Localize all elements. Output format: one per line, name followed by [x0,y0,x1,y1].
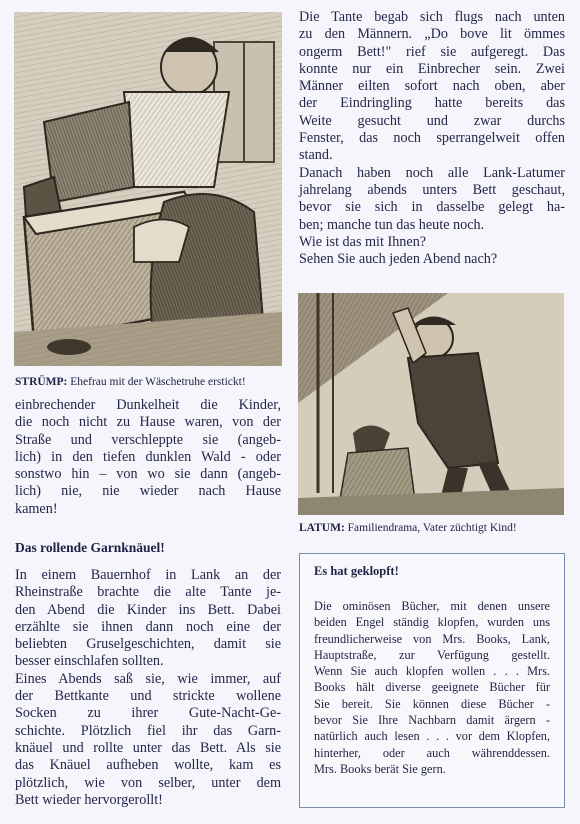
text-line: beiden Engel ständig klopfen, wurden uns [314,615,550,630]
text-line: ongerm Bett!" rief sie aufgeregt. Das [299,43,565,60]
text-line: der Eindringling hatte bereits das [299,95,565,112]
text-line: plötzlich, wie von selber, unter dem [15,774,281,791]
text-line: die noch nicht zu Hause waren, von der [15,414,281,431]
text-line: bevor sie sich in dasselbe gelegt ha- [299,199,565,216]
right-caption-label: LATUM: [299,522,345,534]
text-line: stand. [299,147,333,164]
text-line: Hauptstraße, zur Verfügung gestellt. [314,647,550,662]
text-line: jahrelang abends unters Bett geschaut, [299,181,565,198]
text-line: Fenster, das noch sperrangelweit offen [299,130,565,147]
info-box [299,553,565,808]
text-line: Straße und verschleppte sie (angeb- [15,431,281,448]
text-line: sonstwo hin – von wo sie dann (angeb- [15,466,281,483]
text-line: kamen! [15,500,58,517]
text-line: bevor Sie Ihre Nachbarn damit ärgern - [314,713,550,728]
text-line: Bett wieder hervorgerollt! [15,791,163,808]
text-line: Rheinstraße brachte die alte Tante je- [15,584,281,601]
text-line: besser einschlafen sollten. [15,653,164,670]
info-box-title: Es hat geklopft! [314,564,399,578]
text-line: Männer eilten sofort nach oben, aber [299,78,565,95]
engraving-family-drama-art [298,293,564,515]
left-caption-label: STRÜMP: [15,376,68,388]
info-box-body [314,598,550,777]
text-line: beliebten Gruselgeschichten, damit sie [15,636,281,653]
text-line: konnte nur ein Einbrecher sein. Zwei [299,60,565,77]
left-column-intro [15,397,281,518]
right-image-caption [299,521,517,535]
text-line: Mrs. Books berät Sie gern. [314,761,446,776]
engraving-wardrobe-chest [14,12,282,366]
engraving-wardrobe-chest-art [14,12,282,366]
text-line: Danach haben noch alle Lank-Latumer [299,164,565,181]
text-line: Eines Abends saß sie, wie immer, auf [15,670,281,687]
left-column-story [15,567,281,809]
text-line: knäuel und rollte unter das Bett. Als sie [15,739,281,756]
text-line: Weite gesucht und zwar durchs [299,112,565,129]
left-caption-text: Ehefrau mit der Wäschetruhe erstickt! [67,376,246,388]
left-image-caption [15,375,246,389]
text-line: schichte. Plötzlich fiel ihr das Garn- [15,722,281,739]
text-line: hinterher, oder auch währenddessen. [314,745,550,760]
text-line: Books hält diverse geeignete Bücher für [314,680,550,695]
text-line: lich) in den tiefen dunklen Wald - oder [15,448,281,465]
text-line: zu den Männern. „Do bove lit ömmes [299,26,565,43]
text-line: das Knäuel aufheben wollte, kam es [15,757,281,774]
text-line: Wenn Sie auch klopfen wollen . . . Mrs. [314,664,550,679]
text-line: Sie bereit. Sie können diese Bücher - [314,696,550,711]
right-caption-text: Familiendrama, Vater züchtigt Kind! [344,522,517,534]
section-heading: Das rollende Garnknäuel! [15,540,165,555]
text-line: ben; manche tun das heute noch. [299,216,485,233]
text-line: natürlich auch lesen . . . vor dem Klopfen, [314,729,550,744]
text-line: Die Tante begab sich flugs nach unten [299,9,565,25]
text-line: In einem Bauernhof in Lank an der [15,567,281,583]
text-line: einbrechender Dunkelheit die Kinder, [15,397,281,413]
text-line: freundlicherweise von Mrs. Books, Lank, [314,631,550,646]
text-line: den Abend die Kinder ins Bett. Dabei [15,601,281,618]
text-line: Socken zu ihrer Gute-Nacht-Ge- [15,705,281,722]
text-line: Wie ist das mit Ihnen? [299,233,427,250]
engraving-family-drama [298,293,564,515]
text-line: der Bettkante und strickte wollene [15,688,281,705]
right-column-story [299,9,565,268]
text-line: Die ominösen Bücher, mit denen unsere [314,599,550,613]
text-line: lich) nie, nie wieder nach Hause [15,483,281,500]
text-line: erzählte sie ihnen dann noch eine der [15,618,281,635]
text-line: Sehen Sie auch jeden Abend nach? [299,251,498,268]
